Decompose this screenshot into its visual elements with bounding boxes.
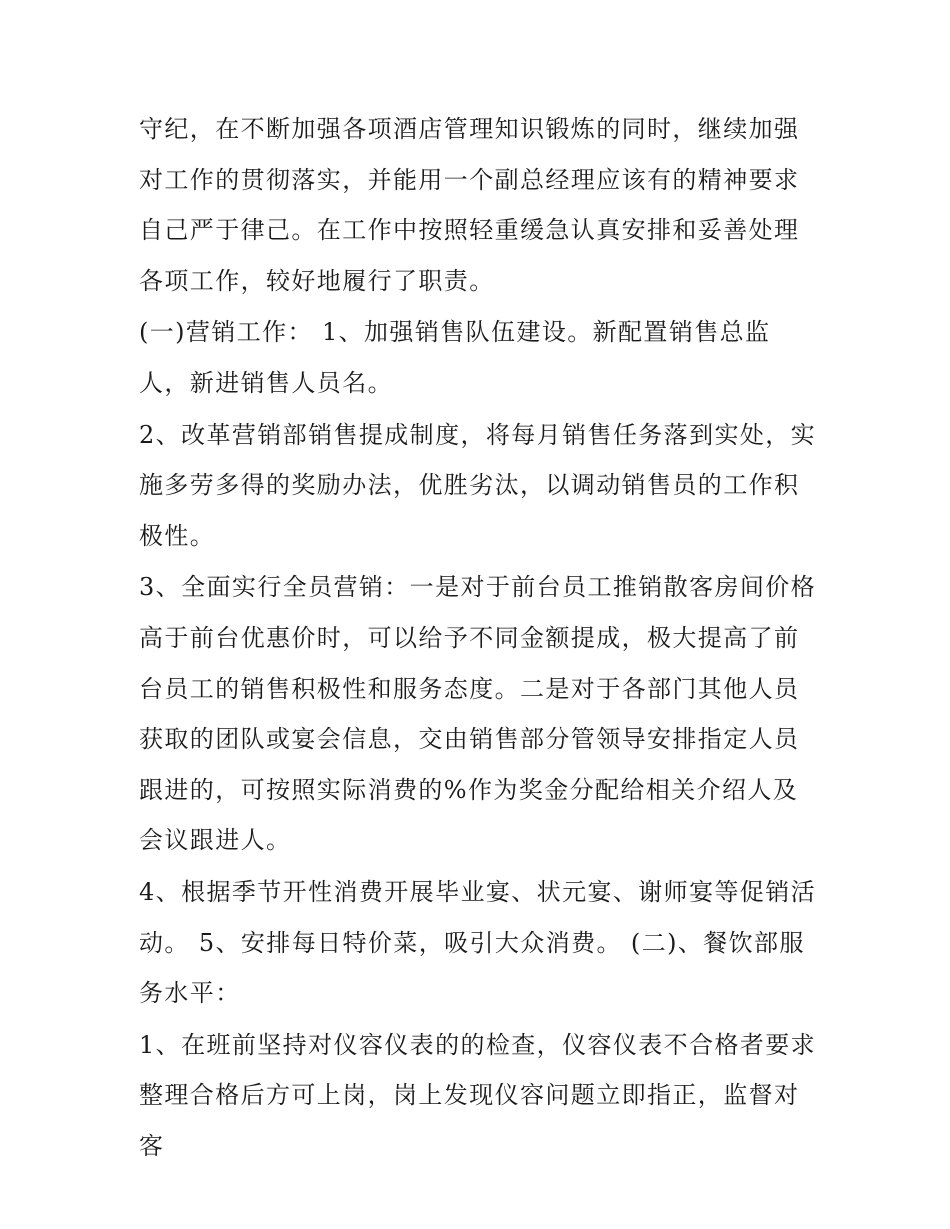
- document-body: [139, 104, 819, 1172]
- paragraph-5: 4、根据季节开性消费开展毕业宴、状元宴、谢师宴等促销活动。 5、安排每日特价菜，吸引大众消费。 (二)、餐饮部服务水平：: [139, 877, 817, 1008]
- paragraph-6: 1、在班前坚持对仪容仪表的的检查，仪容仪表不合格者要求整理合格后方可上岗，岗上发现仪容问题立即指正，监督对客: [139, 1030, 817, 1160]
- paragraph-4: 3、全面实行全员营销：一是对于前台员工推销散客房间价格高于前台优惠价时，可以给予不同金额提成，极大提高了前台员工的销售积极性和服务态度。二是对于各部门其他人员获取的团队或宴会信息，交由销售部分管领导安排指定人员跟进的，可按照实际消费的%作为奖金分配给相关介绍人及会议跟进人。: [139, 573, 817, 855]
- paragraph-1: 守纪，在不断加强各项酒店管理知识锻炼的同时，继续加强对工作的贯彻落实，并能用一个副总经理应该有的精神要求自己严于律己。在工作中按照轻重缓急认真安排和妥善处理各项工作，较好地履行了职责。: [139, 115, 800, 295]
- paragraph-3: 2、改革营销部销售提成制度，将每月销售任务落到实处，实施多劳多得的奖励办法，优胜劣汰，以调动销售员的工作积极性。: [139, 420, 817, 550]
- paragraph-2: (一)营销工作： 1、加强销售队伍建设。新配置销售总监人，新进销售人员名。: [139, 318, 771, 397]
